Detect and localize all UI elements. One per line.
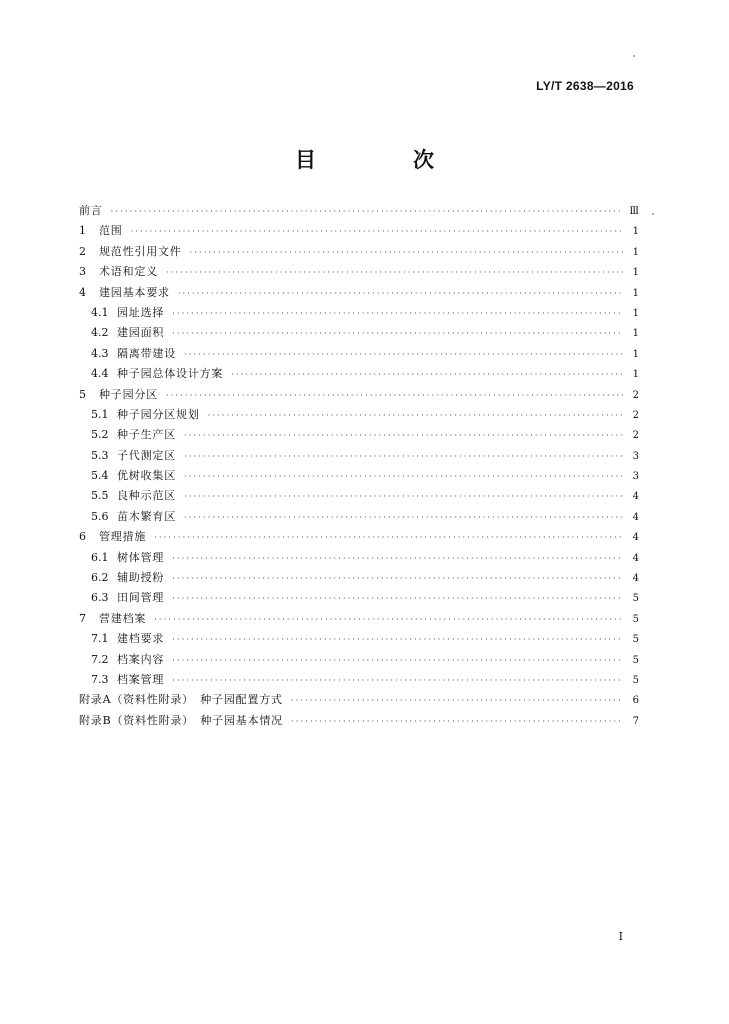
toc-entry-title: 附录A（资料性附录） 种子园配置方式 [79,693,283,707]
toc-entry-title: 规范性引用文件 [99,244,182,258]
toc-leader-dots [291,691,623,711]
toc-entry-page: 1 [632,369,639,381]
toc-entry-page: 2 [632,430,639,442]
toc-entry-number: 1 [79,224,86,238]
toc-entry-title: 种子园分区 [99,387,158,401]
toc-entry-title: 种子园总体设计方案 [117,367,224,381]
toc-entry-number: 5.4 [91,469,109,483]
toc-entry-title: 园址选择 [117,305,165,319]
toc-leader-dots [166,386,623,406]
toc-entry-number: 3 [79,265,86,279]
scan-speck [652,213,654,215]
toc-entry-title: 子代测定区 [117,448,176,462]
toc-entry-number: 2 [79,244,86,258]
toc-entry[interactable] [79,283,639,303]
toc-subentry[interactable] [79,507,639,527]
toc-entry-title: 优树收集区 [117,469,176,483]
toc-subentry[interactable] [79,486,639,506]
toc-entry-page: 6 [632,695,639,707]
toc-subentry[interactable] [79,425,639,445]
toc-entry[interactable] [79,242,639,262]
toc-leader-dots [184,487,623,507]
toc-subentry[interactable] [79,446,639,466]
toc-entry-page: 1 [632,226,639,238]
toc-subentry[interactable] [79,629,639,649]
toc-entry-page: 2 [632,389,639,401]
toc-entry-page: 4 [632,573,639,585]
toc-entry-page: Ⅲ [629,206,639,217]
toc-entry-title: 附录B（资料性附录） 种子园基本情况 [79,713,283,727]
toc-subentry[interactable] [79,303,639,323]
page-number: I [618,930,623,943]
toc-entry-number: 6.3 [91,591,109,605]
toc-entry-page: 1 [632,287,639,299]
toc-entry-page: 1 [632,246,639,258]
toc-entry-number: 6 [79,530,86,544]
toc-entry-title: 前言 [79,204,103,217]
toc-entry-title: 营建档案 [99,611,147,625]
toc-entry-number: 5.6 [91,509,109,523]
toc-entry-page: 7 [632,715,639,727]
toc-entry-number: 5.3 [91,448,109,462]
toc-entry-number: 4.3 [91,346,109,360]
toc-leader-dots [172,589,623,609]
toc-entry-page: 5 [632,593,639,605]
toc-entry-page: 5 [632,613,639,625]
toc-entry-title: 管理措施 [99,530,147,544]
toc-leader-dots [111,202,623,222]
toc-leader-dots [178,284,623,304]
toc-entry-title: 术语和定义 [99,265,158,279]
toc-leader-dots [131,222,623,242]
toc-entry-number: 5.2 [91,428,109,442]
toc-leader-dots [184,447,623,467]
toc-entry-title: 种子园分区规划 [117,407,200,421]
toc-entry[interactable] [79,385,639,405]
toc-entry[interactable] [79,221,639,241]
standard-code: LY/T 2638—2016 [536,79,634,93]
toc-subentry[interactable] [79,364,639,384]
toc-entry-page: 1 [632,267,639,279]
toc-entry-number: 5.5 [91,489,109,503]
toc-entry-title: 田间管理 [117,591,165,605]
toc-entry-number: 4.1 [91,305,109,319]
toc-entry-title: 建档要求 [117,632,165,646]
toc-leader-dots [172,324,623,344]
toc-entry-foreword[interactable] [79,201,639,221]
toc-entry-title: 辅助授粉 [117,571,165,585]
toc-entry-title: 树体管理 [117,550,165,564]
toc-leader-dots [184,467,623,487]
toc-entry-number: 4 [79,285,86,299]
toc-leader-dots [172,630,623,650]
toc-entry-title: 范围 [99,224,123,238]
toc-subentry[interactable] [79,323,639,343]
toc-entry-title: 档案管理 [117,672,165,686]
toc-entry-number: 5.1 [91,407,109,421]
toc-entry-title: 档案内容 [117,652,165,666]
toc-entry-title: 良种示范区 [117,489,176,503]
toc-subentry[interactable] [79,588,639,608]
toc-entry-page: 5 [632,634,639,646]
toc-entry-page: 1 [632,328,639,340]
toc-leader-dots [184,345,623,365]
toc-leader-dots [231,365,623,385]
toc-entry-number: 6.1 [91,550,109,564]
scan-speck [633,55,635,57]
toc-entry-page: 5 [632,674,639,686]
toc-leader-dots [172,651,623,671]
toc-leader-dots [208,406,623,426]
toc-entry-number: 7 [79,611,86,625]
toc-leader-dots [184,426,623,446]
toc-subentry[interactable] [79,548,639,568]
toc-entry-page: 4 [632,532,639,544]
toc-leader-dots [172,304,623,324]
toc-entry-number: 7.3 [91,672,109,686]
toc-entry-page: 2 [632,409,639,421]
toc-entry-page: 4 [632,491,639,503]
toc-entry-title: 建园面积 [117,326,165,340]
toc-leader-dots [154,610,623,630]
toc-leader-dots [172,549,623,569]
toc-entry-page: 3 [632,450,639,462]
toc-subentry[interactable] [79,568,639,588]
toc-entry-number: 7.1 [91,632,109,646]
toc-leader-dots [166,263,623,283]
toc-entry-number: 4.2 [91,326,109,340]
toc-entry[interactable] [79,527,639,547]
page-title: 目 次 [295,147,472,172]
toc-leader-dots [190,243,623,263]
toc-entry-number: 7.2 [91,652,109,666]
toc-entry-page: 1 [632,348,639,360]
toc-entry-page: 5 [632,654,639,666]
toc-subentry[interactable] [79,405,639,425]
toc-entry-page: 4 [632,552,639,564]
toc-entry-page: 3 [632,471,639,483]
toc-entry-title: 种子生产区 [117,428,176,442]
table-of-contents [79,201,639,731]
toc-entry-title: 建园基本要求 [99,285,170,299]
toc-entry-title: 苗木繁育区 [117,509,176,523]
toc-entry-page: 4 [632,511,639,523]
toc-entry-appendix-b[interactable] [79,711,639,731]
toc-leader-dots [172,569,623,589]
toc-entry-number: 5 [79,387,86,401]
toc-entry-appendix-a[interactable] [79,690,639,710]
toc-entry-number: 4.4 [91,367,109,381]
toc-subentry[interactable] [79,650,639,670]
toc-subentry[interactable] [79,670,639,690]
toc-leader-dots [172,671,623,691]
toc-subentry[interactable] [79,344,639,364]
toc-entry[interactable] [79,262,639,282]
toc-entry-title: 隔离带建设 [117,346,176,360]
toc-leader-dots [154,528,623,548]
toc-leader-dots [291,712,623,732]
toc-entry-page: 1 [632,307,639,319]
toc-entry-number: 6.2 [91,571,109,585]
toc-leader-dots [184,508,623,528]
toc-subentry[interactable] [79,466,639,486]
toc-entry[interactable] [79,609,639,629]
